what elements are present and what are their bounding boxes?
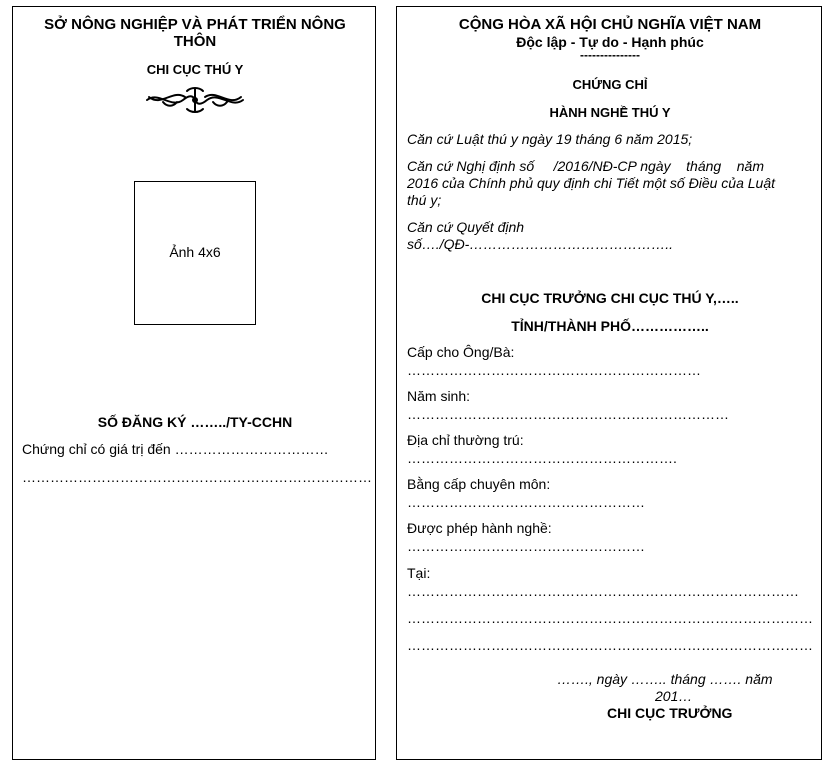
legal-basis-1: Căn cứ Luật thú y ngày 19 tháng 6 năm 2015; xyxy=(407,131,693,147)
birth-year-field: …………………………………………………………… xyxy=(407,406,729,422)
department-title: SỞ NÔNG NGHIỆP VÀ PHÁT TRIỂN NÔNG THÔN xyxy=(44,16,346,50)
issuing-authority-line-2: TỈNH/THÀNH PHỐ…………….. xyxy=(511,318,709,334)
degree-label: Bằng cấp chuyên môn: xyxy=(407,476,551,492)
place-label: Tại: xyxy=(407,565,431,581)
photo-placeholder xyxy=(134,181,256,325)
legal-basis-3-line-1: Căn cứ Quyết định xyxy=(407,219,525,235)
validity-continuation: ………………………………………………………………… xyxy=(22,469,372,485)
issuing-authority-line-1: CHI CỤC TRƯỞNG CHI CỤC THÚ Y,….. xyxy=(481,290,739,306)
agency-name: CHI CỤC THÚ Y xyxy=(146,62,244,77)
country-name: CỘNG HÒA XÃ HỘI CHỦ NGHĨA VIỆT NAM xyxy=(458,16,762,33)
national-motto: Độc lập - Tự do - Hạnh phúc xyxy=(516,34,704,50)
date-line-1: ……., ngày …….. tháng ……. năm xyxy=(557,671,773,687)
photo-label: Ảnh 4x6 xyxy=(169,244,221,260)
legal-basis-3-line-2: số…./QĐ-…………………………………….. xyxy=(407,236,674,252)
legal-basis-2-line-1: Căn cứ Nghị định số /2016/NĐ-CP ngày tháng năm xyxy=(407,158,764,174)
place-field-1: ………………………………………………………………………… xyxy=(407,583,799,599)
legal-basis-2-line-3: thú y; xyxy=(407,192,442,208)
ornament-flourish xyxy=(143,85,247,115)
registration-number: SỐ ĐĂNG KÝ ……../TY-CCHN xyxy=(97,414,293,430)
grant-to-label: Cấp cho Ông/Bà: xyxy=(407,344,515,360)
validity-label: Chứng chỉ có giá trị đến …………………………… xyxy=(22,441,329,457)
date-line-2: 201… xyxy=(655,688,693,704)
address-label: Địa chỉ thường trú: xyxy=(407,432,524,448)
address-field: …………………………………………………. xyxy=(407,450,677,466)
permit-field: …………………………………………… xyxy=(407,538,645,554)
degree-field: …………………………………………… xyxy=(407,494,645,510)
document-title-line-1: CHỨNG CHỈ xyxy=(572,77,648,92)
legal-basis-2-line-2: 2016 của Chính phủ quy định chi Tiết một số Điều của Luật xyxy=(407,175,775,191)
motto-rule: --------------- xyxy=(580,48,640,62)
permit-label: Được phép hành nghề: xyxy=(407,520,552,536)
document-title-line-2: HÀNH NGHỀ THÚ Y xyxy=(549,105,671,120)
place-field-3: …………………………………………………………………………… xyxy=(407,637,813,653)
left-panel xyxy=(12,6,376,760)
right-panel xyxy=(396,6,822,760)
grant-to-field: ……………………………………………………… xyxy=(407,362,701,378)
birth-year-label: Năm sinh: xyxy=(407,388,471,404)
place-field-2: …………………………………………………………………………… xyxy=(407,610,813,626)
signer-title: CHI CỤC TRƯỞNG xyxy=(607,705,733,721)
